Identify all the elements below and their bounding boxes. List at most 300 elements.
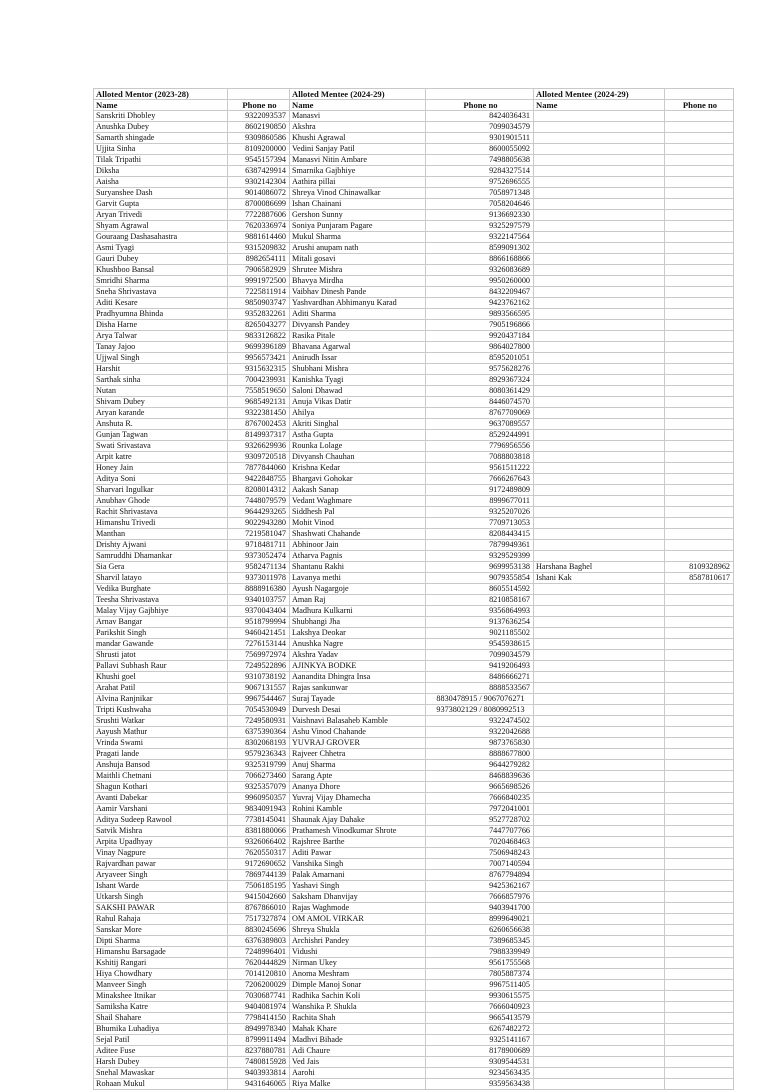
mentor-phone-cell: 7480815928	[228, 1057, 290, 1068]
mentee-name-cell: Lavanya methi	[290, 573, 426, 584]
mentee2-phone-cell	[665, 892, 734, 903]
mentor-phone-cell: 7506185195	[228, 881, 290, 892]
mentor-phone-cell: 9960950357	[228, 793, 290, 804]
mentor-phone-cell: 9309860586	[228, 133, 290, 144]
mentor-name-cell: Dipti Sharma	[94, 936, 228, 947]
mentee-phone-cell: 9545938615	[426, 639, 534, 650]
mentee2-name-cell	[534, 1013, 665, 1024]
mentee-phone-cell: 9172489809	[426, 485, 534, 496]
mentor-phone-cell: 7248996401	[228, 947, 290, 958]
table-row	[94, 419, 734, 430]
table-row	[94, 452, 734, 463]
mentee2-phone-cell	[665, 430, 734, 441]
mentee-phone-cell: 7447707766	[426, 826, 534, 837]
mentee2-name-cell	[534, 309, 665, 320]
mentee-phone-cell: 9079355854	[426, 573, 534, 584]
mentee2-phone-cell	[665, 485, 734, 496]
table-row	[94, 760, 734, 771]
mentee2-name-cell	[534, 639, 665, 650]
mentee2-phone-cell	[665, 221, 734, 232]
mentor-name-cell: Samiksha Katre	[94, 1002, 228, 1013]
table-row	[94, 210, 734, 221]
mentee-phone-cell: 8486666271	[426, 672, 534, 683]
mentee-phone-cell: 9665413579	[426, 1013, 534, 1024]
table-row	[94, 188, 734, 199]
mentor-phone-cell: 9022943280	[228, 518, 290, 529]
table-row	[94, 595, 734, 606]
mentee-phone-cell: 7796956556	[426, 441, 534, 452]
mentee-name-cell: Saloni Dhawad	[290, 386, 426, 397]
mentee2-name-cell	[534, 870, 665, 881]
mentor-phone-cell: 9403933814	[228, 1068, 290, 1079]
mentee-phone-cell: 7099034579	[426, 650, 534, 661]
mentee-phone-cell: 9575628276	[426, 364, 534, 375]
mentee-name-cell: Ayush Nagargoje	[290, 584, 426, 595]
mentee-name-cell: Atharva Pagnis	[290, 551, 426, 562]
mentee-phone-cell: 7988339949	[426, 947, 534, 958]
mentor-name-cell: Arnav Bangar	[94, 617, 228, 628]
mentor-phone-cell: 7906582929	[228, 265, 290, 276]
mentor-name-cell: Aditee Fuse	[94, 1046, 228, 1057]
mentee-phone-cell: 8599091302	[426, 243, 534, 254]
mentor-name-cell: Srushti Watkar	[94, 716, 228, 727]
table-row	[94, 551, 734, 562]
mentee-name-cell: Rajas sankunwar	[290, 683, 426, 694]
mentor-phone-cell: 9881614460	[228, 232, 290, 243]
phone-column-header: Phone no	[665, 100, 734, 111]
mentee2-phone-cell	[665, 287, 734, 298]
mentee-name-cell: Shrutee Mishra	[290, 265, 426, 276]
mentee-name-cell: Abhinoor Jain	[290, 540, 426, 551]
mentor-phone-cell: 7448079579	[228, 496, 290, 507]
table-row	[94, 254, 734, 265]
table-row	[94, 694, 734, 705]
mentee2-phone-cell	[665, 364, 734, 375]
table-row	[94, 727, 734, 738]
mentee-phone-cell: 9325207026	[426, 507, 534, 518]
mentee-phone-cell: 7007140594	[426, 859, 534, 870]
mentee-name-cell: Vaishnavi Balasaheb Kamble	[290, 716, 426, 727]
mentee-name-cell: Rounka Lolage	[290, 441, 426, 452]
mentor-name-cell: Rachit Shrivastava	[94, 507, 228, 518]
mentor-phone-cell: 9991972500	[228, 276, 290, 287]
mentee2-phone-cell	[665, 1013, 734, 1024]
mentor-phone-cell: 8237880781	[228, 1046, 290, 1057]
table-row	[94, 155, 734, 166]
table-row	[94, 815, 734, 826]
mentee2-phone-cell	[665, 309, 734, 320]
mentee2-name-cell	[534, 298, 665, 309]
mentor-group-title: Alloted Mentor (2023-28)	[94, 89, 228, 100]
mentee-phone-cell: 9644279282	[426, 760, 534, 771]
mentor-name-cell: Malay Vijay Gajbhiye	[94, 606, 228, 617]
mentor-phone-cell: 8208014312	[228, 485, 290, 496]
mentee-name-cell: Anuja Vikas Datir	[290, 397, 426, 408]
table-row	[94, 562, 734, 573]
mentor-name-cell: Tripti Kushwaha	[94, 705, 228, 716]
mentor-phone-cell: 8830245696	[228, 925, 290, 936]
mentee2-name-cell	[534, 320, 665, 331]
table-row	[94, 430, 734, 441]
table-row	[94, 991, 734, 1002]
mentee2-name-cell	[534, 749, 665, 760]
mentee-phone-cell: 9322042688	[426, 727, 534, 738]
mentee-name-cell: Saksham Dhanvijay	[290, 892, 426, 903]
mentor-name-cell: Sia Gera	[94, 562, 228, 573]
mentee-phone-cell: 9561511222	[426, 463, 534, 474]
mentee-name-cell: Akshra	[290, 122, 426, 133]
mentee2-phone-cell	[665, 320, 734, 331]
mentee2-phone-cell	[665, 254, 734, 265]
mentee2-phone-cell	[665, 166, 734, 177]
mentee-name-cell: Rajveer Chhetra	[290, 749, 426, 760]
mentee-name-cell: Yuvraj Vijay Dhamecha	[290, 793, 426, 804]
mentor-phone-cell: 8700086699	[228, 199, 290, 210]
mentee-phone-cell: 9864027800	[426, 342, 534, 353]
mentee2-name-cell	[534, 914, 665, 925]
mentor-name-cell: Alvina Ranjnikar	[94, 694, 228, 705]
table-row	[94, 320, 734, 331]
mentee-phone-cell: 8080361429	[426, 386, 534, 397]
mentee2-phone-cell	[665, 463, 734, 474]
mentor-phone-cell: 9370043404	[228, 606, 290, 617]
mentee-phone-cell: 9234563435	[426, 1068, 534, 1079]
mentor-name-cell: Khushboo Bansal	[94, 265, 228, 276]
mentee-phone-cell: 8600055092	[426, 144, 534, 155]
table-row	[94, 1057, 734, 1068]
mentee-phone-cell: 9021185502	[426, 628, 534, 639]
mentee2-phone-cell	[665, 111, 734, 122]
table-row	[94, 672, 734, 683]
mentor-name-cell: Vedika Burghate	[94, 584, 228, 595]
mentee-name-cell: Mohit Vinod	[290, 518, 426, 529]
mentee-group-title-2: Alloted Mentee (2024-29)	[534, 89, 665, 100]
mentee-name-cell: Adi Chaure	[290, 1046, 426, 1057]
mentee2-phone-cell	[665, 870, 734, 881]
mentee2-name-cell	[534, 155, 665, 166]
mentee-phone-cell: 8208443415	[426, 529, 534, 540]
mentor-name-cell: Honey Jain	[94, 463, 228, 474]
mentee2-name-cell	[534, 969, 665, 980]
mentee2-name-cell	[534, 518, 665, 529]
mentor-name-cell: Khushi goel	[94, 672, 228, 683]
mentee2-name-cell: Harshana Baghel	[534, 562, 665, 573]
table-row	[94, 826, 734, 837]
mentee2-name-cell	[534, 507, 665, 518]
mentee2-phone-cell	[665, 859, 734, 870]
mentee-phone-cell: 7972041001	[426, 804, 534, 815]
column-header-row	[94, 100, 734, 111]
mentor-phone-cell: 7798414150	[228, 1013, 290, 1024]
mentor-phone-cell: 9545157394	[228, 155, 290, 166]
mentor-name-cell: Sejal Patil	[94, 1035, 228, 1046]
mentor-phone-cell: 7030687741	[228, 991, 290, 1002]
mentor-name-cell: Arahat Patil	[94, 683, 228, 694]
mentee2-name-cell	[534, 111, 665, 122]
mentee2-phone-cell	[665, 452, 734, 463]
mentee-phone-cell: 7879949361	[426, 540, 534, 551]
mentee2-name-cell	[534, 958, 665, 969]
mentee-name-cell: Palak Amarnani	[290, 870, 426, 881]
mentee-name-cell: Bhavana Agarwal	[290, 342, 426, 353]
mentee2-name-cell	[534, 122, 665, 133]
mentee2-phone-cell	[665, 540, 734, 551]
mentor-phone-cell: 9067131557	[228, 683, 290, 694]
mentor-name-cell: Satvik Mishra	[94, 826, 228, 837]
mentee-name-cell: Kanishka Tyagi	[290, 375, 426, 386]
mentee-phone-cell: 9419206493	[426, 661, 534, 672]
mentee-phone-cell: 7709713053	[426, 518, 534, 529]
mentee2-phone-cell	[665, 419, 734, 430]
mentee-phone-cell: 8929367324	[426, 375, 534, 386]
mentee-phone-cell: 8888533567	[426, 683, 534, 694]
mentee-phone-cell: 6267482272	[426, 1024, 534, 1035]
table-row	[94, 837, 734, 848]
mentor-name-cell: Bhumika Luhadiya	[94, 1024, 228, 1035]
table-row	[94, 705, 734, 716]
mentee2-phone-cell	[665, 397, 734, 408]
mentee2-phone-cell	[665, 375, 734, 386]
mentee-name-cell: Aditi Pawar	[290, 848, 426, 859]
mentor-name-cell: Sanskar More	[94, 925, 228, 936]
mentor-name-cell: Vinay Nagpure	[94, 848, 228, 859]
mentee2-phone-cell	[665, 265, 734, 276]
mentee-name-cell: Mukul Sharma	[290, 232, 426, 243]
mentee2-phone-cell	[665, 881, 734, 892]
mentee-phone-cell: 8767794894	[426, 870, 534, 881]
mentee2-name-cell	[534, 210, 665, 221]
mentee-name-cell: Aarohi	[290, 1068, 426, 1079]
mentee2-name-cell	[534, 496, 665, 507]
mentee-name-cell: Radhika Sachin Koli	[290, 991, 426, 1002]
mentee2-phone-cell	[665, 144, 734, 155]
mentee2-name-cell	[534, 1079, 665, 1090]
mentee-phone-cell: 8866168866	[426, 254, 534, 265]
mentee-phone-cell: 9967511405	[426, 980, 534, 991]
mentor-phone-cell: 7249580931	[228, 716, 290, 727]
table-row	[94, 529, 734, 540]
mentee2-name-cell	[534, 694, 665, 705]
mentor-name-cell: Rohaan Mukul	[94, 1079, 228, 1090]
mentee-name-cell: Ishan Chainani	[290, 199, 426, 210]
mentee-name-cell: Madhura Kulkarni	[290, 606, 426, 617]
mentor-name-cell: Shyam Agrawal	[94, 221, 228, 232]
mentor-phone-cell: 8149937317	[228, 430, 290, 441]
mentor-name-cell: Anshuja Bansod	[94, 760, 228, 771]
mentee-name-cell: Yashavi Singh	[290, 881, 426, 892]
mentee2-phone-cell	[665, 837, 734, 848]
mentee-name-cell: Divyansh Chauhan	[290, 452, 426, 463]
mentor-name-cell: Sharvil latayo	[94, 573, 228, 584]
mentor-name-cell: Aryan Trivedi	[94, 210, 228, 221]
mentor-phone-cell: 9518799994	[228, 617, 290, 628]
mentee2-phone-cell	[665, 826, 734, 837]
mentee2-name-cell	[534, 628, 665, 639]
mentee-phone-cell: 9403941700	[426, 903, 534, 914]
mentor-phone-cell: 7219581047	[228, 529, 290, 540]
name-column-header: Name	[534, 100, 665, 111]
mentee2-name-cell	[534, 980, 665, 991]
mentor-name-cell: Aayush Mathur	[94, 727, 228, 738]
mentee-phone-cell: 9356864993	[426, 606, 534, 617]
mentee-name-cell: Smarnika Gajbhiye	[290, 166, 426, 177]
table-row	[94, 243, 734, 254]
mentee2-phone-cell	[665, 716, 734, 727]
mentor-phone-cell: 7738145041	[228, 815, 290, 826]
mentee-phone-cell: 9284327514	[426, 166, 534, 177]
mentee-name-cell: Bhavya Mirdha	[290, 276, 426, 287]
mentee-name-cell: Dimple Manoj Sonar	[290, 980, 426, 991]
mentor-phone-cell: 7869744139	[228, 870, 290, 881]
mentee-phone-cell: 8888677800	[426, 749, 534, 760]
mentor-phone-cell: 7225811914	[228, 287, 290, 298]
mentee2-name-cell	[534, 815, 665, 826]
mentor-phone-cell: 8381880066	[228, 826, 290, 837]
mentee-name-cell: Shreya Vinod Chinawalkar	[290, 188, 426, 199]
mentee-phone-cell: 8468839636	[426, 771, 534, 782]
mentor-name-cell: Samruddhi Dhamankar	[94, 551, 228, 562]
mentee-phone-cell: 8424036431	[426, 111, 534, 122]
table-row	[94, 232, 734, 243]
mentee2-name-cell	[534, 529, 665, 540]
table-row	[94, 287, 734, 298]
mentee2-phone-cell	[665, 1068, 734, 1079]
mentor-phone-cell: 9326066402	[228, 837, 290, 848]
mentee2-phone-cell	[665, 793, 734, 804]
mentee2-name-cell	[534, 595, 665, 606]
mentee2-phone-cell	[665, 1057, 734, 1068]
mentee2-name-cell	[534, 584, 665, 595]
mentor-phone-cell: 9326629936	[228, 441, 290, 452]
mentee2-phone-cell	[665, 980, 734, 991]
mentee2-phone-cell	[665, 705, 734, 716]
table-row	[94, 749, 734, 760]
mentee2-name-cell	[534, 144, 665, 155]
mentee2-phone-cell	[665, 331, 734, 342]
mentor-phone-cell: 7569972974	[228, 650, 290, 661]
mentee2-name-cell	[534, 804, 665, 815]
table-row	[94, 716, 734, 727]
mentee-name-cell: Vedant Waghmare	[290, 496, 426, 507]
mentee2-phone-cell	[665, 496, 734, 507]
mentee2-phone-cell	[665, 694, 734, 705]
mentor-phone-cell: 8888916380	[228, 584, 290, 595]
mentee-name-cell: Vidushi	[290, 947, 426, 958]
table-row	[94, 639, 734, 650]
table-row	[94, 144, 734, 155]
mentor-phone-cell: 7722887606	[228, 210, 290, 221]
mentee2-phone-cell	[665, 342, 734, 353]
mentee-name-cell: Vedini Sanjay Patil	[290, 144, 426, 155]
mentee-name-cell: Wanshika P. Shukla	[290, 1002, 426, 1013]
mentee2-phone-cell	[665, 551, 734, 562]
mentee-phone-cell: 9637089557	[426, 419, 534, 430]
table-row	[94, 1046, 734, 1057]
mentee-name-cell: Ananya Dhore	[290, 782, 426, 793]
mentee2-phone-cell	[665, 628, 734, 639]
mentor-phone-cell: 7620444829	[228, 958, 290, 969]
table-row	[94, 408, 734, 419]
mentee2-name-cell: Ishani Kak	[534, 573, 665, 584]
mentor-name-cell: Aditya Soni	[94, 474, 228, 485]
mentee-phone-cell: 9752696555	[426, 177, 534, 188]
mentor-name-cell: Shail Shahare	[94, 1013, 228, 1024]
mentee2-name-cell	[534, 474, 665, 485]
mentee-name-cell: YUVRAJ GROVER	[290, 738, 426, 749]
mentor-phone-cell: 9579236343	[228, 749, 290, 760]
mentor-name-cell: Tanay Jajoo	[94, 342, 228, 353]
mentee-name-cell: Yashvardhan Abhimanyu Karad	[290, 298, 426, 309]
mentee-name-cell: Khushi Agrawal	[290, 133, 426, 144]
mentor-name-cell: Aryan karande	[94, 408, 228, 419]
mentor-phone-cell: 9834091943	[228, 804, 290, 815]
mentee-phone-cell: 9325297579	[426, 221, 534, 232]
mentee2-phone-cell: 8109328962	[665, 562, 734, 573]
mentee2-phone-cell	[665, 518, 734, 529]
mentor-phone-cell: 7276153144	[228, 639, 290, 650]
mentee2-name-cell	[534, 375, 665, 386]
mentor-name-cell: Nutan	[94, 386, 228, 397]
mentee2-name-cell	[534, 485, 665, 496]
mentor-name-cell: Arpit katre	[94, 452, 228, 463]
mentee-phone-cell: 7058204646	[426, 199, 534, 210]
mentor-name-cell: Anshuta R.	[94, 419, 228, 430]
mentee2-name-cell	[534, 683, 665, 694]
mentee2-phone-cell	[665, 991, 734, 1002]
mentee2-phone-cell	[665, 353, 734, 364]
table-row	[94, 771, 734, 782]
phone-column-header: Phone no	[228, 100, 290, 111]
mentee-phone-cell: 7905196866	[426, 320, 534, 331]
mentee2-name-cell	[534, 760, 665, 771]
table-row	[94, 342, 734, 353]
mentee-name-cell: Aditi Sharma	[290, 309, 426, 320]
mentee2-name-cell	[534, 727, 665, 738]
mentee2-name-cell	[534, 331, 665, 342]
mentee-name-cell: Aakash Sanap	[290, 485, 426, 496]
mentee2-phone-cell	[665, 617, 734, 628]
mentee2-phone-cell	[665, 914, 734, 925]
mentee-phone-cell: 9325141167	[426, 1035, 534, 1046]
table-row	[94, 177, 734, 188]
mentor-name-cell: Asmi Tyagi	[94, 243, 228, 254]
mentor-phone-cell: 9460421451	[228, 628, 290, 639]
mentee-phone-cell: 9322147564	[426, 232, 534, 243]
table-row	[94, 925, 734, 936]
mentor-phone-cell: 8799911494	[228, 1035, 290, 1046]
mentor-name-cell: Himanshu Barsagade	[94, 947, 228, 958]
mentor-phone-cell: 8302068193	[228, 738, 290, 749]
mentor-name-cell: Himanshu Trivedi	[94, 518, 228, 529]
table-row	[94, 199, 734, 210]
mentor-phone-cell: 9718481711	[228, 540, 290, 551]
mentee-phone-cell: 7666840235	[426, 793, 534, 804]
mentee-phone-cell: 7058971348	[426, 188, 534, 199]
table-row	[94, 221, 734, 232]
mentee2-phone-cell	[665, 1002, 734, 1013]
mentor-name-cell: Arpita Upadhyay	[94, 837, 228, 848]
mentee2-name-cell	[534, 221, 665, 232]
mentor-phone-cell: 9699396189	[228, 342, 290, 353]
mentee-name-cell: Aathira pillai	[290, 177, 426, 188]
mentee-phone-cell: 9423762162	[426, 298, 534, 309]
mentee2-phone-cell	[665, 243, 734, 254]
mentee-phone-cell: 7506948243	[426, 848, 534, 859]
mentor-phone-cell: 7054530949	[228, 705, 290, 716]
table-row	[94, 397, 734, 408]
mentee-phone-cell: 7020468463	[426, 837, 534, 848]
mentee2-name-cell	[534, 287, 665, 298]
